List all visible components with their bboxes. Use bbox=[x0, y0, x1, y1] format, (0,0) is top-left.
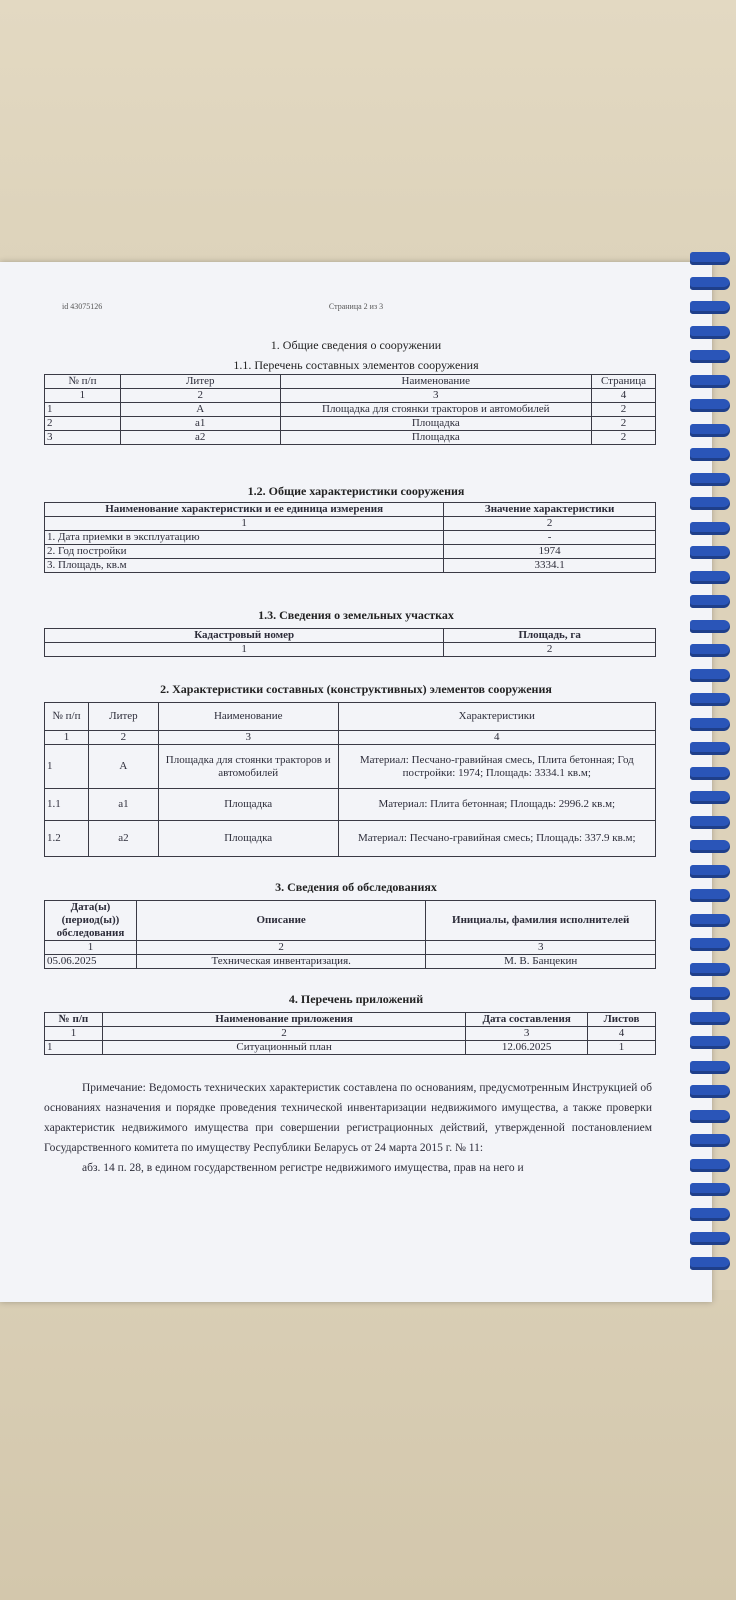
row-characteristics: Материал: Песчано-гравийная смесь, Плита бетонная; Год постройки: 1974; Площадь: 3334.1 кв.м; bbox=[338, 745, 655, 789]
binding-coil bbox=[690, 718, 730, 731]
binding-coil bbox=[690, 914, 730, 927]
number-cell: 2 bbox=[102, 1027, 465, 1041]
number-cell: 3 bbox=[280, 389, 591, 403]
number-cell: 1 bbox=[45, 517, 444, 531]
number-cell: 2 bbox=[444, 517, 656, 531]
row-number: 1 bbox=[45, 745, 89, 789]
section2-title: 2. Характеристики составных (конструктивных) элементов сооружения bbox=[160, 682, 552, 696]
binding-coil bbox=[690, 816, 730, 829]
binding-coil bbox=[690, 522, 730, 535]
header-cell: Площадь, га bbox=[444, 629, 656, 643]
binding-coil bbox=[690, 1085, 730, 1098]
binding-coil bbox=[690, 497, 730, 510]
row-page: 2 bbox=[592, 431, 656, 445]
row-number: 1 bbox=[45, 403, 121, 417]
row-page: 2 bbox=[592, 417, 656, 431]
characteristic-value: 1974 bbox=[444, 545, 656, 559]
attachment-name: Ситуационный план bbox=[102, 1041, 465, 1055]
header-cell: Дата составления bbox=[466, 1013, 588, 1027]
table-surface-top bbox=[0, 0, 736, 265]
number-cell: 2 bbox=[120, 389, 280, 403]
header-cell: Характеристики bbox=[338, 703, 655, 731]
number-cell: 3 bbox=[158, 731, 338, 745]
binding-coil bbox=[690, 889, 730, 902]
note-block bbox=[44, 1078, 652, 1178]
binding-coil bbox=[690, 473, 730, 486]
number-cell: 1 bbox=[45, 941, 137, 955]
header-cell: Значение характеристики bbox=[444, 503, 656, 517]
table-number-row bbox=[45, 389, 656, 403]
elements-table bbox=[44, 374, 656, 445]
header-cell: Описание bbox=[136, 901, 425, 941]
header-cell: Страница bbox=[592, 375, 656, 389]
binding-coil bbox=[690, 742, 730, 755]
number-cell: 2 bbox=[88, 731, 158, 745]
table-row bbox=[45, 417, 656, 431]
section1-title: 1. Общие сведения о сооружении bbox=[270, 338, 442, 352]
header-cell: Кадастровый номер bbox=[45, 629, 444, 643]
binding-coil bbox=[690, 1110, 730, 1123]
binding-coil bbox=[690, 987, 730, 1000]
number-cell: 2 bbox=[136, 941, 425, 955]
binding-coil bbox=[690, 693, 730, 706]
attachment-date: 12.06.2025 bbox=[466, 1041, 588, 1055]
note-paragraph: абз. 14 п. 28, в едином государственном регистре недвижимого имущества, прав на него и bbox=[82, 1162, 524, 1174]
table-row bbox=[45, 559, 656, 573]
binding-coil bbox=[690, 1232, 730, 1245]
survey-description: Техническая инвентаризация. bbox=[136, 955, 425, 969]
binding-coil bbox=[690, 963, 730, 976]
row-name: Площадка bbox=[158, 821, 338, 857]
header-cell: Литер bbox=[120, 375, 280, 389]
header-cell: Дата(ы) (период(ы)) обследования bbox=[45, 901, 137, 941]
binding-coil bbox=[690, 1036, 730, 1049]
row-characteristics: Материал: Плита бетонная; Площадь: 2996.2 кв.м; bbox=[338, 789, 655, 821]
table-row bbox=[45, 789, 656, 821]
table-row bbox=[45, 545, 656, 559]
characteristic-name: 1. Дата приемки в эксплуатацию bbox=[45, 531, 444, 545]
spiral-binding bbox=[690, 240, 736, 1300]
binding-coil bbox=[690, 1159, 730, 1172]
document-page bbox=[0, 262, 712, 1302]
number-cell: 1 bbox=[45, 389, 121, 403]
row-liter: А bbox=[88, 745, 158, 789]
number-cell: 4 bbox=[338, 731, 655, 745]
header-cell: № п/п bbox=[45, 703, 89, 731]
note-paragraph: Примечание: Ведомость технических характеристик составлена по основаниям, предусмотренным Инструкцией об основаниях назначения и порядке проведения технической инвентаризации недвижимого имущества, а также проверки характеристик недвижимого имущества при совершении регистрационных действий, утвержденной постановлением Государственного комитета по имуществу Республики Беларусь от 24 марта 2015 г. № 11: bbox=[44, 1082, 652, 1154]
table-surface-bottom bbox=[0, 1290, 736, 1600]
header-cell: № п/п bbox=[45, 375, 121, 389]
row-characteristics: Материал: Песчано-гравийная смесь; Площадь: 337.9 кв.м; bbox=[338, 821, 655, 857]
binding-coil bbox=[690, 840, 730, 853]
table-row bbox=[45, 955, 656, 969]
number-cell: 1 bbox=[45, 643, 444, 657]
table-row bbox=[45, 531, 656, 545]
binding-coil bbox=[690, 938, 730, 951]
row-liter: а2 bbox=[120, 431, 280, 445]
header-cell: Наименование bbox=[158, 703, 338, 731]
binding-coil bbox=[690, 277, 730, 290]
header-cell: Наименование bbox=[280, 375, 591, 389]
header-cell: Листов bbox=[588, 1013, 656, 1027]
binding-coil bbox=[690, 620, 730, 633]
row-liter: а1 bbox=[88, 789, 158, 821]
survey-date: 05.06.2025 bbox=[45, 955, 137, 969]
table-row bbox=[45, 821, 656, 857]
table-row bbox=[45, 1041, 656, 1055]
table-header-row bbox=[45, 375, 656, 389]
section1-2-title: 1.2. Общие характеристики сооружения bbox=[247, 484, 465, 498]
row-page: 2 bbox=[592, 403, 656, 417]
row-name: Площадка bbox=[280, 431, 591, 445]
row-number: 3 bbox=[45, 431, 121, 445]
number-cell: 4 bbox=[592, 389, 656, 403]
binding-coil bbox=[690, 767, 730, 780]
structural-elements-table bbox=[44, 702, 656, 857]
section3-title: 3. Сведения об обследованиях bbox=[275, 880, 437, 894]
binding-coil bbox=[690, 1012, 730, 1025]
characteristic-name: 3. Площадь, кв.м bbox=[45, 559, 444, 573]
binding-coil bbox=[690, 1208, 730, 1221]
attachments-table bbox=[44, 1012, 656, 1055]
section4-title: 4. Перечень приложений bbox=[288, 992, 424, 1006]
binding-coil bbox=[690, 1061, 730, 1074]
page-number: Страница 2 из 3 bbox=[328, 302, 384, 311]
binding-coil bbox=[690, 571, 730, 584]
number-cell: 3 bbox=[466, 1027, 588, 1041]
binding-coil bbox=[690, 546, 730, 559]
row-liter: а2 bbox=[88, 821, 158, 857]
binding-coil bbox=[690, 644, 730, 657]
table-row bbox=[45, 403, 656, 417]
characteristic-name: 2. Год постройки bbox=[45, 545, 444, 559]
number-cell: 4 bbox=[588, 1027, 656, 1041]
table-row bbox=[45, 745, 656, 789]
number-cell: 3 bbox=[426, 941, 656, 955]
number-cell: 1 bbox=[45, 1027, 103, 1041]
attachment-sheets: 1 bbox=[588, 1041, 656, 1055]
binding-coil bbox=[690, 1134, 730, 1147]
binding-coil bbox=[690, 669, 730, 682]
characteristic-value: 3334.1 bbox=[444, 559, 656, 573]
document-id: id 43075126 bbox=[62, 302, 103, 311]
header-cell: Наименование приложения bbox=[102, 1013, 465, 1027]
binding-coil bbox=[690, 791, 730, 804]
binding-coil bbox=[690, 350, 730, 363]
row-liter: А bbox=[120, 403, 280, 417]
row-liter: а1 bbox=[120, 417, 280, 431]
header-cell: Литер bbox=[88, 703, 158, 731]
row-number: 1.2 bbox=[45, 821, 89, 857]
characteristic-value: - bbox=[444, 531, 656, 545]
attachment-number: 1 bbox=[45, 1041, 103, 1055]
characteristics-table bbox=[44, 502, 656, 573]
row-name: Площадка для стоянки тракторов и автомобилей bbox=[158, 745, 338, 789]
number-cell: 2 bbox=[444, 643, 656, 657]
survey-executor: М. В. Банцекин bbox=[426, 955, 656, 969]
row-name: Площадка для стоянки тракторов и автомобилей bbox=[280, 403, 591, 417]
binding-coil bbox=[690, 1183, 730, 1196]
binding-coil bbox=[690, 252, 730, 265]
binding-coil bbox=[690, 399, 730, 412]
land-plots-table bbox=[44, 628, 656, 657]
table-row bbox=[45, 431, 656, 445]
number-cell: 1 bbox=[45, 731, 89, 745]
binding-coil bbox=[690, 375, 730, 388]
header-cell: Инициалы, фамилия исполнителей bbox=[426, 901, 656, 941]
binding-coil bbox=[690, 1257, 730, 1270]
binding-coil bbox=[690, 301, 730, 314]
row-number: 1.1 bbox=[45, 789, 89, 821]
binding-coil bbox=[690, 448, 730, 461]
row-number: 2 bbox=[45, 417, 121, 431]
surveys-table bbox=[44, 900, 656, 969]
binding-coil bbox=[690, 326, 730, 339]
row-name: Площадка bbox=[158, 789, 338, 821]
binding-coil bbox=[690, 424, 730, 437]
header-cell: № п/п bbox=[45, 1013, 103, 1027]
section1-3-title: 1.3. Сведения о земельных участках bbox=[258, 608, 454, 622]
section1-1-title: 1.1. Перечень составных элементов сооружения bbox=[233, 358, 479, 372]
binding-coil bbox=[690, 865, 730, 878]
row-name: Площадка bbox=[280, 417, 591, 431]
header-cell: Наименование характеристики и ее единица измерения bbox=[45, 503, 444, 517]
binding-coil bbox=[690, 595, 730, 608]
